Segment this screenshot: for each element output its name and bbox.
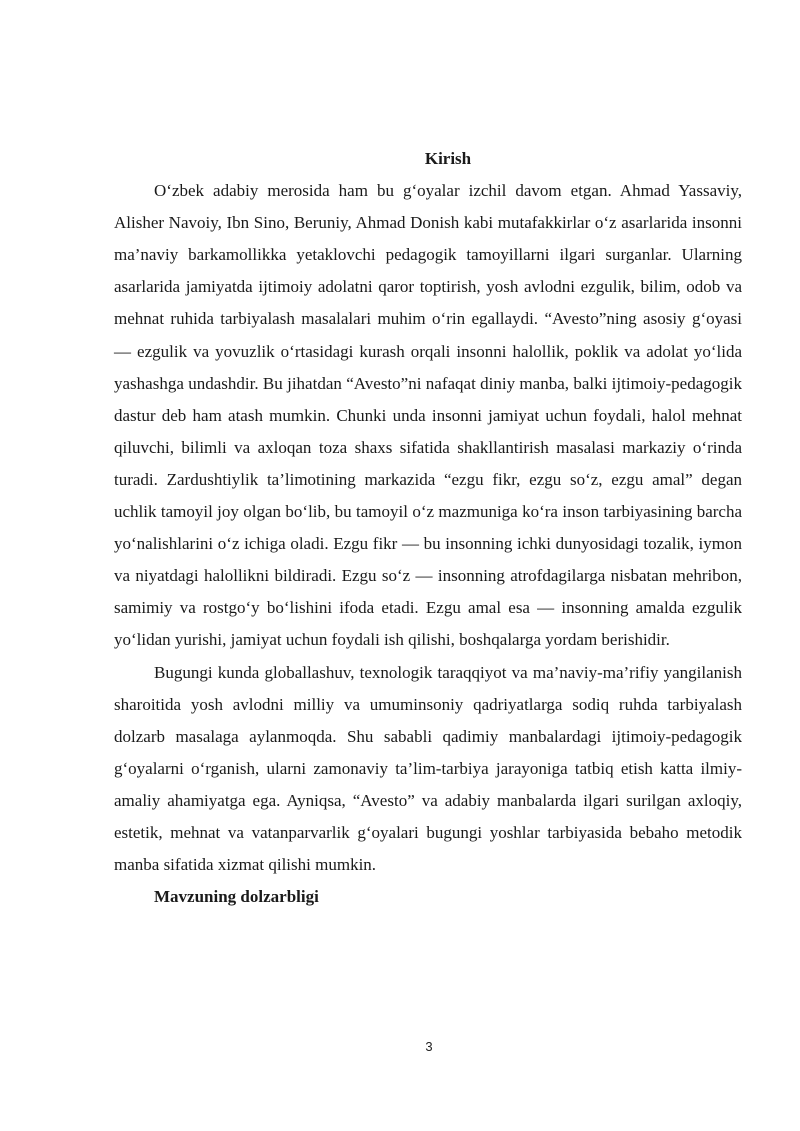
page-number: 3 xyxy=(425,1039,433,1054)
section-heading: Kirish xyxy=(424,149,472,168)
subsection-heading: Mavzuning dolzarbligi xyxy=(154,887,319,907)
paragraph: O‘zbek adabiy merosida ham bu g‘oyalar izchil davom etgan. Ahmad Yassaviy, Alisher Navoiy, Ibn Sino, Beruniy, Ahmad Donish kabi mutafakkirlar o‘z asarlarida insonni ma’naviy barkamollikka yetaklovchi pedagogik tamoyillarni ilgari surganlar. Ularning asarlarida jamiyatda ijtimoiy adolatni qaror toptirish, yosh avlodni ezgulik, bilim, odob va mehnat ruhida tarbiyalash masalalari muhim o‘rin egallaydi. “Avesto”ning asosiy g‘oyasi — ezgulik va yovuzlik o‘rtasidagi kurash orqali insonni halollik, poklik va adolat yo‘lida yashashga undashdir. Bu jihatdan “Avesto”ni nafaqat diniy manba, balki ijtimoiy-pedagogik dastur deb ham atash mumkin. Chunki unda insonni jamiyat uchun foydali, halol mehnat qiluvchi, bilimli va axloqan toza shaxs sifatida shakllantirish masalasi markaziy o‘rinda turadi. Zardushtiylik ta’limotining markazida “ezgu fikr, ezgu so‘z, ezgu amal” degan uchlik tamoyil joy olgan bo‘lib, bu tamoyil o‘z mazmuniga ko‘ra inson tarbiyasining barcha yo‘nalishlarini o‘z ichiga oladi. Ezgu fikr — bu insonning ichki dunyosidagi tozalik, iymon va niyatdagi halollikni bildiradi. Ezgu so‘z — insonning atrofdagilarga nisbatan mehribon, samimiy va rostgo‘y bo‘lishini ifoda etadi. Ezgu amal esa — insonning amalda ezgulik yo‘lidan yurishi, jamiyat uchun foydali ish qilishi, boshqalarga yordam berishidir. xyxy=(114,181,742,650)
page-body xyxy=(114,143,742,913)
paragraph: Bugungi kunda globallashuv, texnologik taraqqiyot va ma’naviy-ma’rifiy yangilanish sharoitida yosh avlodni milliy va umuminsoniy qadriyatlarga sodiq ruhda tarbiyalash dolzarb masalaga aylanmoqda. Shu sababli qadimiy manbalardagi ijtimoiy-pedagogik g‘oyalarni o‘rganish, ularni zamonaviy ta’lim-tarbiya jarayoniga tatbiq etish katta ilmiy-amaliy ahamiyatga ega. Ayniqsa, “Avesto” va adabiy manbalarda ilgari surilgan axloqiy, estetik, mehnat va vatanparvarlik g‘oyalari bugungi yoshlar tarbiyasida bebaho metodik manba sifatida xizmat qilishi mumkin. xyxy=(114,662,742,875)
